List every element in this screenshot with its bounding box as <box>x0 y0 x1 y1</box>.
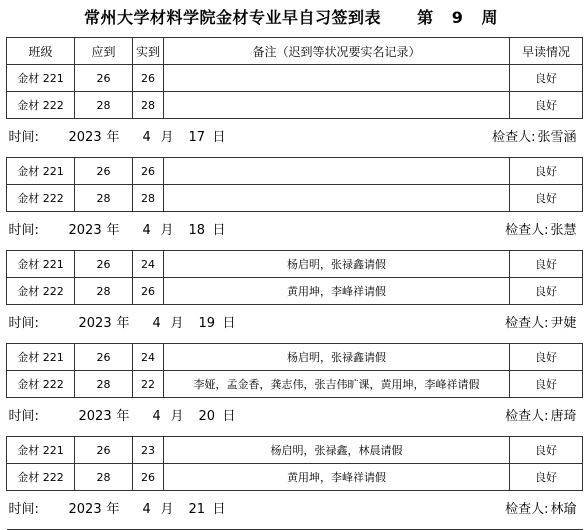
class-cell: 金材 222 <box>7 92 75 119</box>
actual-cell: 28 <box>133 92 164 119</box>
year-value: 2023 <box>68 130 102 145</box>
actual-cell: 24 <box>133 251 164 278</box>
month-unit: 月 <box>170 316 184 331</box>
month-value: 4 <box>142 223 151 238</box>
expected-cell: 28 <box>75 371 133 398</box>
actual-cell: 28 <box>133 185 164 212</box>
class-cell: 金材 222 <box>7 464 75 491</box>
year-unit: 年 <box>106 130 120 145</box>
week-number: 9 <box>451 8 464 27</box>
class-cell: 金材 221 <box>7 437 75 464</box>
checker-name: 张慧 <box>550 223 577 238</box>
year-unit: 年 <box>116 409 130 424</box>
checker-name: 唐琦 <box>550 409 577 424</box>
date-checker-cell <box>7 119 583 158</box>
year-value: 2023 <box>68 223 102 238</box>
note-cell: 杨启明，张禄鑫，林晨请假 <box>164 437 510 464</box>
checker-label: 检查人: <box>492 130 536 145</box>
expected-cell: 26 <box>75 437 133 464</box>
month-value: 4 <box>142 130 151 145</box>
year-unit: 年 <box>116 316 130 331</box>
actual-cell: 26 <box>133 65 164 92</box>
note-cell <box>164 158 510 185</box>
table-row <box>7 278 583 305</box>
col-header-expected: 应到 <box>75 38 133 65</box>
status-cell: 良好 <box>510 344 583 371</box>
expected-cell: 28 <box>75 464 133 491</box>
month-unit: 月 <box>160 223 174 238</box>
status-cell: 良好 <box>510 278 583 305</box>
month-value: 4 <box>142 502 151 517</box>
col-header-class: 班级 <box>7 38 75 65</box>
table-row <box>7 185 583 212</box>
checker-name: 林瑜 <box>550 502 577 517</box>
time-label: 时间: <box>8 223 39 238</box>
day-value: 21 <box>188 502 206 517</box>
date-checker-row <box>7 212 583 251</box>
time-label: 时间: <box>8 316 39 331</box>
day-unit: 日 <box>212 502 226 517</box>
class-cell: 金材 221 <box>7 65 75 92</box>
time-label: 时间: <box>8 130 39 145</box>
class-cell: 金材 221 <box>7 158 75 185</box>
week-label <box>411 0 504 36</box>
checker-label: 检查人: <box>505 409 549 424</box>
status-cell: 良好 <box>510 371 583 398</box>
date-checker-line <box>7 119 583 157</box>
year-value: 2023 <box>68 502 102 517</box>
actual-cell: 23 <box>133 437 164 464</box>
note-cell: 李娅，孟金香，龚志伟，张吉伟旷课，黄用坤，李峰祥请假 <box>164 371 510 398</box>
month-value: 4 <box>152 316 161 331</box>
day-unit: 日 <box>222 409 236 424</box>
table-row <box>7 437 583 464</box>
note-cell: 杨启明，张禄鑫请假 <box>164 251 510 278</box>
time-label: 时间: <box>8 502 39 517</box>
month-unit: 月 <box>160 130 174 145</box>
table-row <box>7 344 583 371</box>
note-cell: 杨启明，张禄鑫请假 <box>164 344 510 371</box>
checker-name: 尹婕 <box>550 316 577 331</box>
status-cell: 良好 <box>510 158 583 185</box>
day-value: 20 <box>198 409 216 424</box>
table-row <box>7 65 583 92</box>
note-cell <box>164 185 510 212</box>
note-cell: 黄用坤，李峰祥请假 <box>164 278 510 305</box>
expected-cell: 26 <box>75 65 133 92</box>
title-main: 常州大学材料学院金材专业早自习签到表 <box>84 8 382 27</box>
header-row <box>7 38 583 65</box>
table-row <box>7 464 583 491</box>
expected-cell: 28 <box>75 278 133 305</box>
expected-cell: 28 <box>75 185 133 212</box>
note-cell: 黄用坤，李峰祥请假 <box>164 464 510 491</box>
sheet-title <box>0 0 588 36</box>
note-cell <box>164 65 510 92</box>
day-value: 19 <box>198 316 216 331</box>
table-row <box>7 92 583 119</box>
day-unit: 日 <box>222 316 236 331</box>
date-checker-row <box>7 398 583 437</box>
date-checker-cell <box>7 212 583 251</box>
year-unit: 年 <box>106 223 120 238</box>
checker <box>505 491 576 529</box>
status-cell: 良好 <box>510 185 583 212</box>
note-cell <box>164 92 510 119</box>
day-unit: 日 <box>212 223 226 238</box>
checker-label: 检查人: <box>505 223 549 238</box>
actual-cell: 24 <box>133 344 164 371</box>
date-checker-line <box>7 305 583 343</box>
date-checker-cell <box>7 305 583 344</box>
day-unit: 日 <box>212 130 226 145</box>
expected-cell: 28 <box>75 92 133 119</box>
col-header-actual: 实到 <box>133 38 164 65</box>
checker-label: 检查人: <box>505 502 549 517</box>
year-value: 2023 <box>78 409 112 424</box>
table-row <box>7 371 583 398</box>
year-value: 2023 <box>78 316 112 331</box>
status-cell: 良好 <box>510 464 583 491</box>
actual-cell: 26 <box>133 464 164 491</box>
day-value: 18 <box>188 223 206 238</box>
checker <box>505 212 576 250</box>
date-checker-line <box>7 491 583 529</box>
checker-label: 检查人: <box>505 316 549 331</box>
class-cell: 金材 221 <box>7 344 75 371</box>
date-checker-row <box>7 305 583 344</box>
table-row <box>7 251 583 278</box>
expected-cell: 26 <box>75 158 133 185</box>
status-cell: 良好 <box>510 437 583 464</box>
col-header-status: 早读情况 <box>510 38 583 65</box>
date-checker-cell <box>7 398 583 437</box>
day-value: 17 <box>188 130 206 145</box>
expected-cell: 26 <box>75 251 133 278</box>
status-cell: 良好 <box>510 92 583 119</box>
status-cell: 良好 <box>510 251 583 278</box>
week-prefix: 第 <box>417 8 434 27</box>
actual-cell: 26 <box>133 158 164 185</box>
class-cell: 金材 222 <box>7 185 75 212</box>
year-unit: 年 <box>106 502 120 517</box>
class-cell: 金材 222 <box>7 371 75 398</box>
week-suffix: 周 <box>481 8 498 27</box>
status-cell: 良好 <box>510 65 583 92</box>
checker <box>505 305 576 343</box>
checker-name: 张雪涵 <box>537 130 577 145</box>
actual-cell: 22 <box>133 371 164 398</box>
month-value: 4 <box>152 409 161 424</box>
time-label: 时间: <box>8 409 39 424</box>
actual-cell: 26 <box>133 278 164 305</box>
col-header-notes: 备注（迟到等状况要实名记录） <box>164 38 510 65</box>
table-row <box>7 158 583 185</box>
month-unit: 月 <box>170 409 184 424</box>
date-checker-row <box>7 491 583 530</box>
checker <box>505 398 576 436</box>
checker <box>492 119 576 157</box>
date-checker-line <box>7 212 583 250</box>
expected-cell: 26 <box>75 344 133 371</box>
month-unit: 月 <box>160 502 174 517</box>
date-checker-line <box>7 398 583 436</box>
date-checker-cell <box>7 491 583 530</box>
date-checker-row <box>7 119 583 158</box>
class-cell: 金材 221 <box>7 251 75 278</box>
attendance-table <box>6 37 583 530</box>
class-cell: 金材 222 <box>7 278 75 305</box>
